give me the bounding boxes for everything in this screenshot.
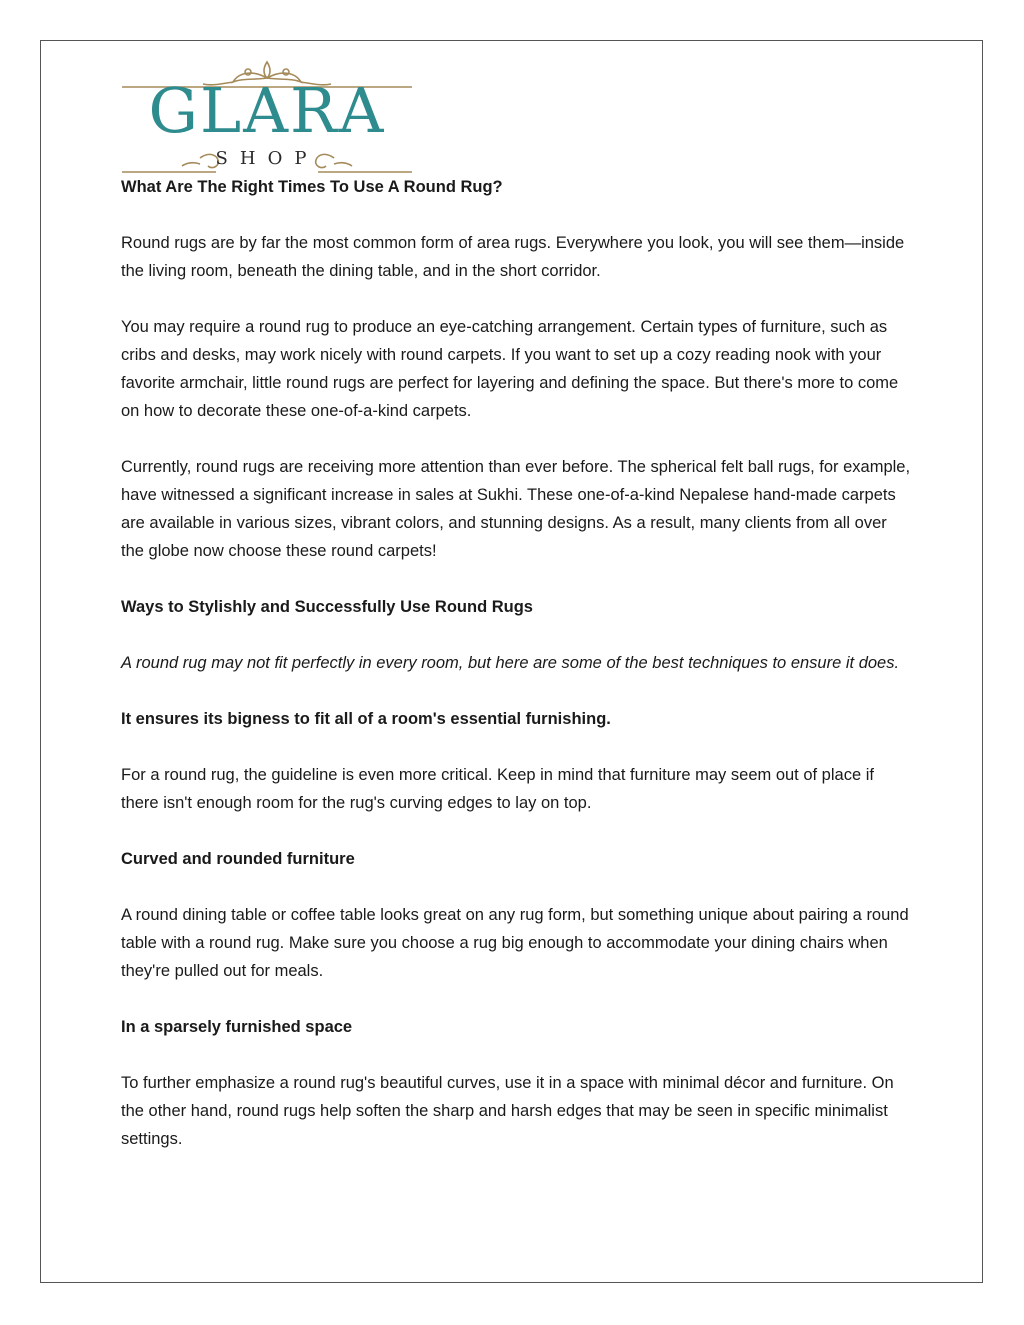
paragraph-bigness: For a round rug, the guideline is even more critical. Keep in mind that furniture may seem out of place if there isn't enough room for the rug's curving edges to lay on top. (121, 766, 874, 812)
paragraph-intro: Round rugs are by far the most common form of area rugs. Everywhere you look, you will see them—inside the living room, beneath the dining table, and in the short corridor. (121, 234, 905, 280)
paragraph-sparse-space: To further emphasize a round rug's beautiful curves, use it in a space with minimal décor and furniture. On the other hand, round rugs help soften the sharp and harsh edges that may be seen in specific minimalist settings. (121, 1074, 894, 1148)
logo-name: GLARA (148, 74, 386, 147)
heading-sparse-space: In a sparsely furnished space (121, 1018, 353, 1036)
heading-curved-furniture: Curved and rounded furniture (121, 850, 355, 868)
paragraph-curved-furniture: A round dining table or coffee table looks great on any rug form, but something unique about pairing a round table with a round rug. Make sure you choose a rug big enough to accommodate your dining chairs when they're pulled out for meals. (121, 906, 909, 980)
heading-bigness: It ensures its bigness to fit all of a room's essential furnishing. (121, 710, 611, 728)
paragraph-techniques: A round rug may not fit perfectly in every room, but here are some of the best techniques to ensure it does. (121, 654, 900, 672)
paragraph-popularity: Currently, round rugs are receiving more attention than ever before. The spherical felt ball rugs, for example, have witnessed a significant increase in sales at Sukhi. These one-of-a-kind Nepalese hand-made carpets are available in various sizes, vibrant colors, and stunning designs. As a result, many clients from all over the globe now choose these round carpets! (121, 458, 911, 560)
paragraph-arrangement: You may require a round rug to produce an eye-catching arrangement. Certain types of furniture, such as cribs and desks, may work nicely with round carpets. If you want to set up a cozy reading nook with your favorite armchair, little round rugs are perfect for layering and defining the space. But there's more to come on how to decorate these one-of-a-kind carpets. (121, 318, 899, 420)
glara-shop-logo (120, 58, 414, 176)
article-body (121, 173, 911, 1181)
logo-subtitle: SHOP (215, 148, 319, 169)
heading-ways: Ways to Stylishly and Successfully Use Round Rugs (121, 598, 533, 616)
article-title: What Are The Right Times To Use A Round Rug? (121, 178, 503, 196)
